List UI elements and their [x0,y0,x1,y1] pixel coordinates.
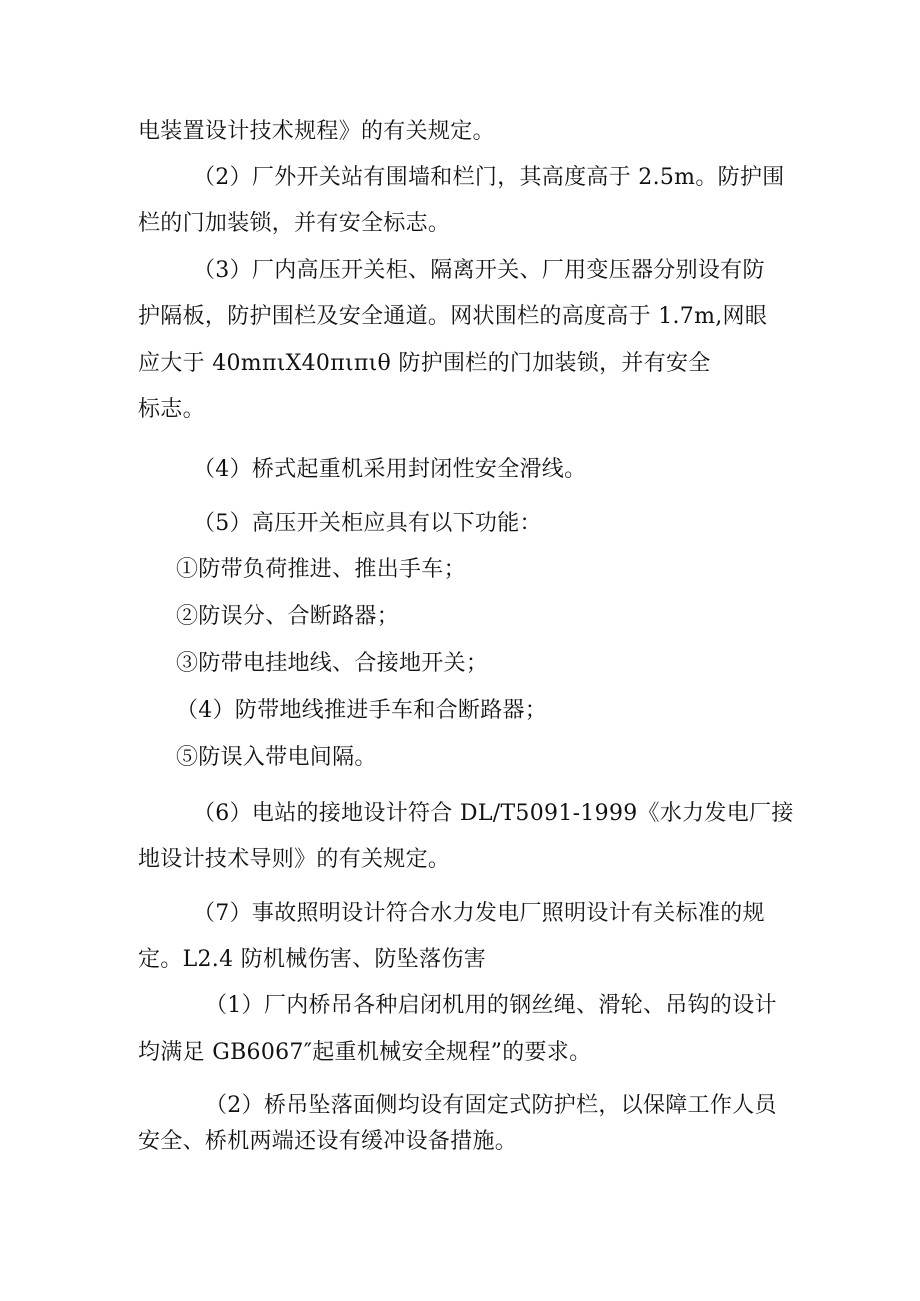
text-line-9: （5）高压开关柜应具有以下功能： [193,511,542,536]
text-line-4: （3）厂内高压开关柜、隔离开关、厂用变压器分别设有防 [193,258,765,283]
text-line-15: （6）电站的接地设计符合 DL/T5091-1999《水力发电厂接 [193,801,794,826]
text-line-21: （2）桥吊坠落面侧均设有固定式防护栏，以保障工作人员 [205,1093,777,1118]
text-line-3: 栏的门加装锁，并有安全标志。 [138,211,451,236]
text-line-14: ⑤防误入带电间隔。 [176,745,377,770]
text-line-12: ③防带电挂地线、合接地开关； [176,651,489,676]
text-line-20: 均满足 GB6067″起重机械安全规程”的要求。 [138,1040,592,1065]
text-line-2: （2）厂外开关站有围墙和栏门，其高度高于 2.5m。防护围 [193,165,785,190]
text-line-1: 电装置设计技术规程》的有关规定。 [138,119,495,144]
text-line-16: 地设计技术导则》的有关规定。 [138,847,451,872]
text-line-19: （1）厂内桥吊各种启闭机用的钢丝绳、滑轮、吊钩的设计 [205,993,777,1018]
text-line-8: （4）桥式起重机采用封闭性安全滑线。 [193,457,587,482]
text-line-5: 护隔板，防护围栏及安全通道。网状围栏的高度高于 1.7m,网眼 [138,304,768,329]
text-line-17: （7）事故照明设计符合水力发电厂照明设计有关标准的规 [193,901,765,926]
text-line-7: 标志。 [138,397,205,422]
text-line-6: 应大于 40mπιX40πιπιθ 防护围栏的门加装锁，并有安全 [138,351,711,376]
text-line-18: 定。L2.4 防机械伤害、防坠落伤害 [138,947,486,972]
text-line-10: ①防带负荷推进、推出手车； [176,557,466,582]
text-line-22: 安全、桥机两端还设有缓冲设备措施。 [138,1129,518,1154]
text-line-13: （4）防带地线推进手车和合断路器； [176,698,548,723]
text-line-11: ②防误分、合断路器； [176,604,400,629]
